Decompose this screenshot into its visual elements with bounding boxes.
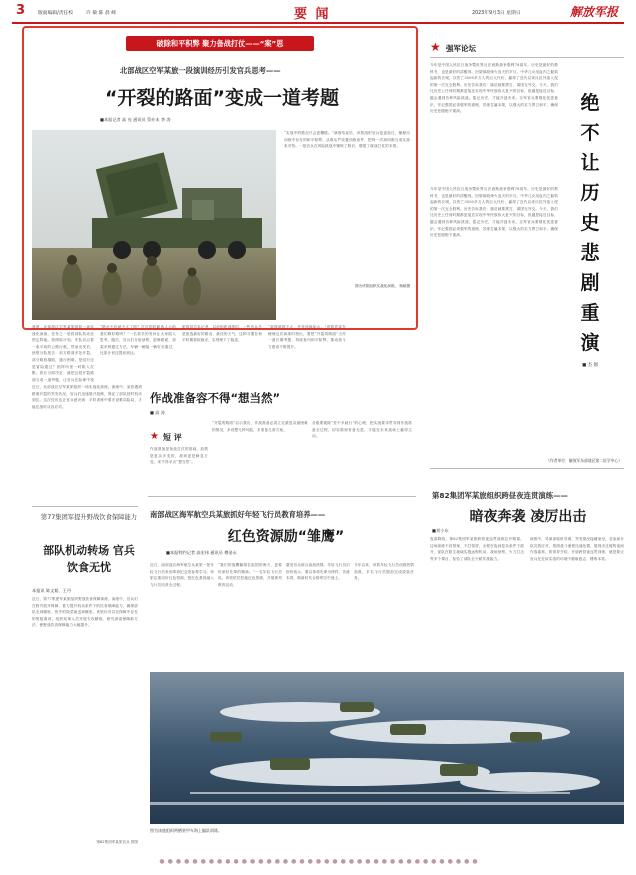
commentary-col2: “开裂的路面”启示我们，作战准备必须立足最复杂最困难的情况，多设想几种可能，多准备几套方案。 (212, 421, 308, 432)
column-title-char: 悲 (580, 242, 600, 264)
column-title-char: 剧 (580, 272, 600, 294)
column-author: ■ 杰 烟 (582, 363, 598, 368)
lead-photo-caption: 图为该旅组织实战化演练。 杨硕摄 (354, 284, 410, 288)
column-title-char: 演 (580, 332, 600, 354)
commentary-star-icon: ★ (150, 431, 159, 442)
commentary-col1: 作战准备是备战打仗的基础。敌情是复杂多变的，战场更是瞬息万变，来不得半点“想当然”。 (150, 447, 208, 465)
south-headline: 红色资源励“雏鹰” (227, 529, 345, 545)
commentary-label (150, 430, 194, 444)
story77-body: 近日，第77集团军某旅组织野战饮食保障演练。演练中，官兵们在野外展开保障，着力提升机动条件下的饮食保障能力，确保部队走到哪里，热乎的饭菜就送到哪里。该旅针对以往保障中存在的短板弱项，组织炊事人员开展专攻精练，研究探索保障新方法，使野战饮食保障能力大幅提升。 (32, 597, 138, 628)
commentary-divider (148, 496, 416, 497)
story82-top-rule (430, 468, 624, 469)
footer-dots: ●●●●●●●●●●●●●●●●●●●●●●●●●●●●●●●●●●●●●●● (159, 858, 481, 865)
column-title-char: 让 (580, 152, 600, 174)
south-col2: “我们的战鹰翱翔在祖国的海天，更要传承好先辈的精神。”一名年轻飞行员说。该旅依托驻地红色资源，开展系列教育活动， (218, 563, 282, 587)
south-col1: 近日，南部战区海军航空兵某旅一批年轻飞行员来到革命纪念馆参观学习。该旅注重用好红色资源，把红色基因融入飞行员培养全过程。 (150, 563, 214, 587)
column-name: 强军论坛 (446, 44, 476, 53)
column-title-char: 史 (580, 212, 600, 234)
commentary-col3: 各级要破除“差不多就行”的心理，把实战要求贯穿到作战准备全过程，切实做到有备无患，才能在未来战场上赢得主动。 (312, 421, 412, 439)
lead-subtitle: 北部战区空军某旅一段演训经历引发官兵思考—— (120, 66, 281, 75)
column-rule (430, 57, 624, 58)
story82-col2: 演练中，导演部临机导调，突发情况接踵而至，各参演分队沉着应对，按照战斗流程迅速处置，展现出过硬的夜间作战素养。旅领导介绍，开展跨昼夜连贯训练，就是要让官兵在近似实战的环境中磨砺意志、锤炼本领。 (530, 537, 624, 561)
column-body: 今年是中国人民抗日战争暨世界反法西斯战争胜利78周年。历史是最好的教科书，也是最好的清醒剂。回望那段烽火连天的岁月，中华儿女用血肉之躯筑起新的长城，以伤亡3500多万人的巨大代价，赢得了近代以来反抗外敌入侵的第一次完全胜利。历史告诉我们：落后就要挨打，弱国无外交。今天，我们比历史上任何时期都更接近实现中华民族伟大复兴的目标，但越是接近目标，越会遇到各种风险挑战。铭记历史，才能开创未来。全军官兵要强化忧患意识，牢记强国必须强军的道理，苦练打赢本领，以强大的实力捍卫和平，确保历史悲剧绝不重演。 (430, 63, 558, 114)
header-rule (12, 22, 624, 24)
lead-text-col3b: 旅领导告诉记者，以前组织训练时，一些官兵总是挑选最好的路况、最佳的天气，这种习惯在和平时期看似稳妥，实则埋下了隐患。 (182, 325, 262, 343)
column-body-cont: 今年是中国人民抗日战争暨世界反法西斯战争胜利78周年。历史是最好的教科书，也是最好的清醒剂。回望那段烽火连天的岁月，中华儿女用血肉之躯筑起新的长城，以伤亡3500多万人的巨大代价，赢得了近代以来反抗外敌入侵的第一次完全胜利。历史告诉我们：落后就要挨打，弱国无外交。今天，我们比历史上任何时期都更接近实现中华民族伟大复兴的目标，但越是接近目标，越会遇到各种风险挑战。铭记历史，才能开创未来。全军官兵要强化忧患意识，牢记强国必须强军的道理，苦练打赢本领，以强大的实力捍卫和平，确保历史悲剧绝不重演。 (430, 187, 558, 238)
column-title-char: 绝 (580, 92, 600, 114)
issue-date: 2023年9月3日 星期日 (472, 11, 521, 16)
lead-text-col3: “实战中的路况只会更糟糕。”演练结束后，该旅组织官兵复盘检讨，梳理出训练中存在的和平积弊，从难从严设置训练条件，把每一次演训都当成实战来对待。一批官兵在风险挑战中锤炼了胆识，增强了谋战打仗的本领。 (284, 131, 410, 149)
column-title-char: 历 (580, 182, 600, 204)
story77-kicker: 第77集团军提升野战饮食保障能力 (40, 514, 138, 521)
lead-continued-col: 近日，北部战区空军某旅组织一场实战化演练。演练中，某营遇到路面开裂的突发状况，官兵们迅速展开抢修，保证了部队按时机动到位。这次经历也让官兵意识到：平时训练中要多设难局险局，才能在战时从容应对。 (32, 385, 142, 409)
story82-kicker: 第82集团军某旅组织跨昼夜连贯演练—— (432, 491, 568, 500)
story77-top-rule (32, 506, 138, 507)
footer-note: 第82集团军某旅官兵 供图 (96, 840, 138, 844)
story82-col1: 夜幕降临，第82集团军某旅跨昼夜连贯演练拉开帷幕。这场演练不设预案、不打招呼，全程在夜间复杂条件下展开，部队在陌生地域实施远程机动、战场侦察、火力打击等多个课目，检验了部队全天候作战能力。 (430, 537, 524, 561)
lead-title: “开裂的路面”变成一道考题 (105, 87, 339, 109)
section-title: 要 闻 (294, 7, 331, 22)
section-label: 版面编辑/责任校 (38, 11, 74, 16)
south-kicker: 南部战区海军航空兵某旅抓好年轻飞行员教育培养—— (150, 510, 326, 519)
story82-byline: ■刘小东 (432, 528, 449, 533)
lead-text-col4: “敌情顽固不止，任务转换如山。”该旅党委在梳理这次演练时指出，要把“开裂的路面”当作一道长期考题，持续查纠和平积弊，推动战斗力建设不断提升。 (268, 325, 346, 349)
paper-logo: 解放军报 (570, 5, 619, 19)
lead-text-col1: 盛夏，北部战区空军某旅组织一场实战化演练，任务之一是将部队机动至预定阵地。按照原计划，车队应沿着一条平坦的公路行驶。然而出发后，侦察分队报告：前方路面多处开裂，部分路段塌陷，通行困难。是绕行还是冒险通过？指挥所里一时陷入沉默。旅长当即决定：就把这段开裂路面当成一道考题，让官兵在险难中找 (32, 325, 94, 382)
lead-text-col2: “路况不好就不走了吗？打仗的时候敌人会给我们修好路吗？”一名营长的发问让大家陷入思考。随后，官兵们分组侦察，抢修路面，探索多种通过方法。车辆一辆接一辆安全通过，比原计划还提前到达。 (100, 325, 176, 356)
lead-photo (32, 130, 276, 320)
commentary-byline: ■ 高 涛 (150, 410, 165, 415)
lead-byline: ■本报记者 高 亮 通讯员 蔡亦未 李 涛 (100, 117, 171, 122)
column-title-vertical (562, 88, 618, 368)
column-badge (430, 40, 510, 56)
editors: 许 敏 陈 晨 峰 (86, 11, 117, 16)
south-col3: 激发官兵练兵备战热情。年轻飞行员们纷纷表示，要以革命先辈为榜样，苦练本领，做新时代合格的空中战士。 (286, 563, 350, 581)
page-number: 3 (16, 3, 26, 18)
bottom-photo (150, 672, 624, 824)
south-col4: 今年以来，该旅年轻飞行员训练热情高涨，多名飞行员提前完成改装任务。 (354, 563, 414, 581)
commentary-label-text: 短 评 (163, 433, 182, 442)
bottom-photo-caption: 图为该旅组织两栖装甲车海上编队训练。 (150, 828, 222, 833)
story77-byline: 本报讯 陈文韬、王丹 (32, 588, 72, 593)
column-star-icon: ★ (430, 40, 441, 54)
column-title-char: 重 (580, 302, 600, 324)
lead-kicker: 破除和平积弊 聚力备战打仗——“案”思 (156, 39, 284, 48)
south-byline: ■本报特约记者 高宏伟 通讯员 傅金永 (166, 550, 237, 555)
column-title-char: 不 (580, 122, 600, 144)
commentary-title: 作战准备容不得“想当然” (150, 391, 281, 405)
lead-kicker-banner (126, 36, 314, 51)
story82-headline: 暗夜奔袭 凌厉出击 (469, 509, 587, 525)
column-footer: （作者单位：解放军东部战区第二医学中心） (546, 458, 622, 463)
story77-headline: 部队机动转场 官兵饮食无忧 (43, 544, 135, 574)
